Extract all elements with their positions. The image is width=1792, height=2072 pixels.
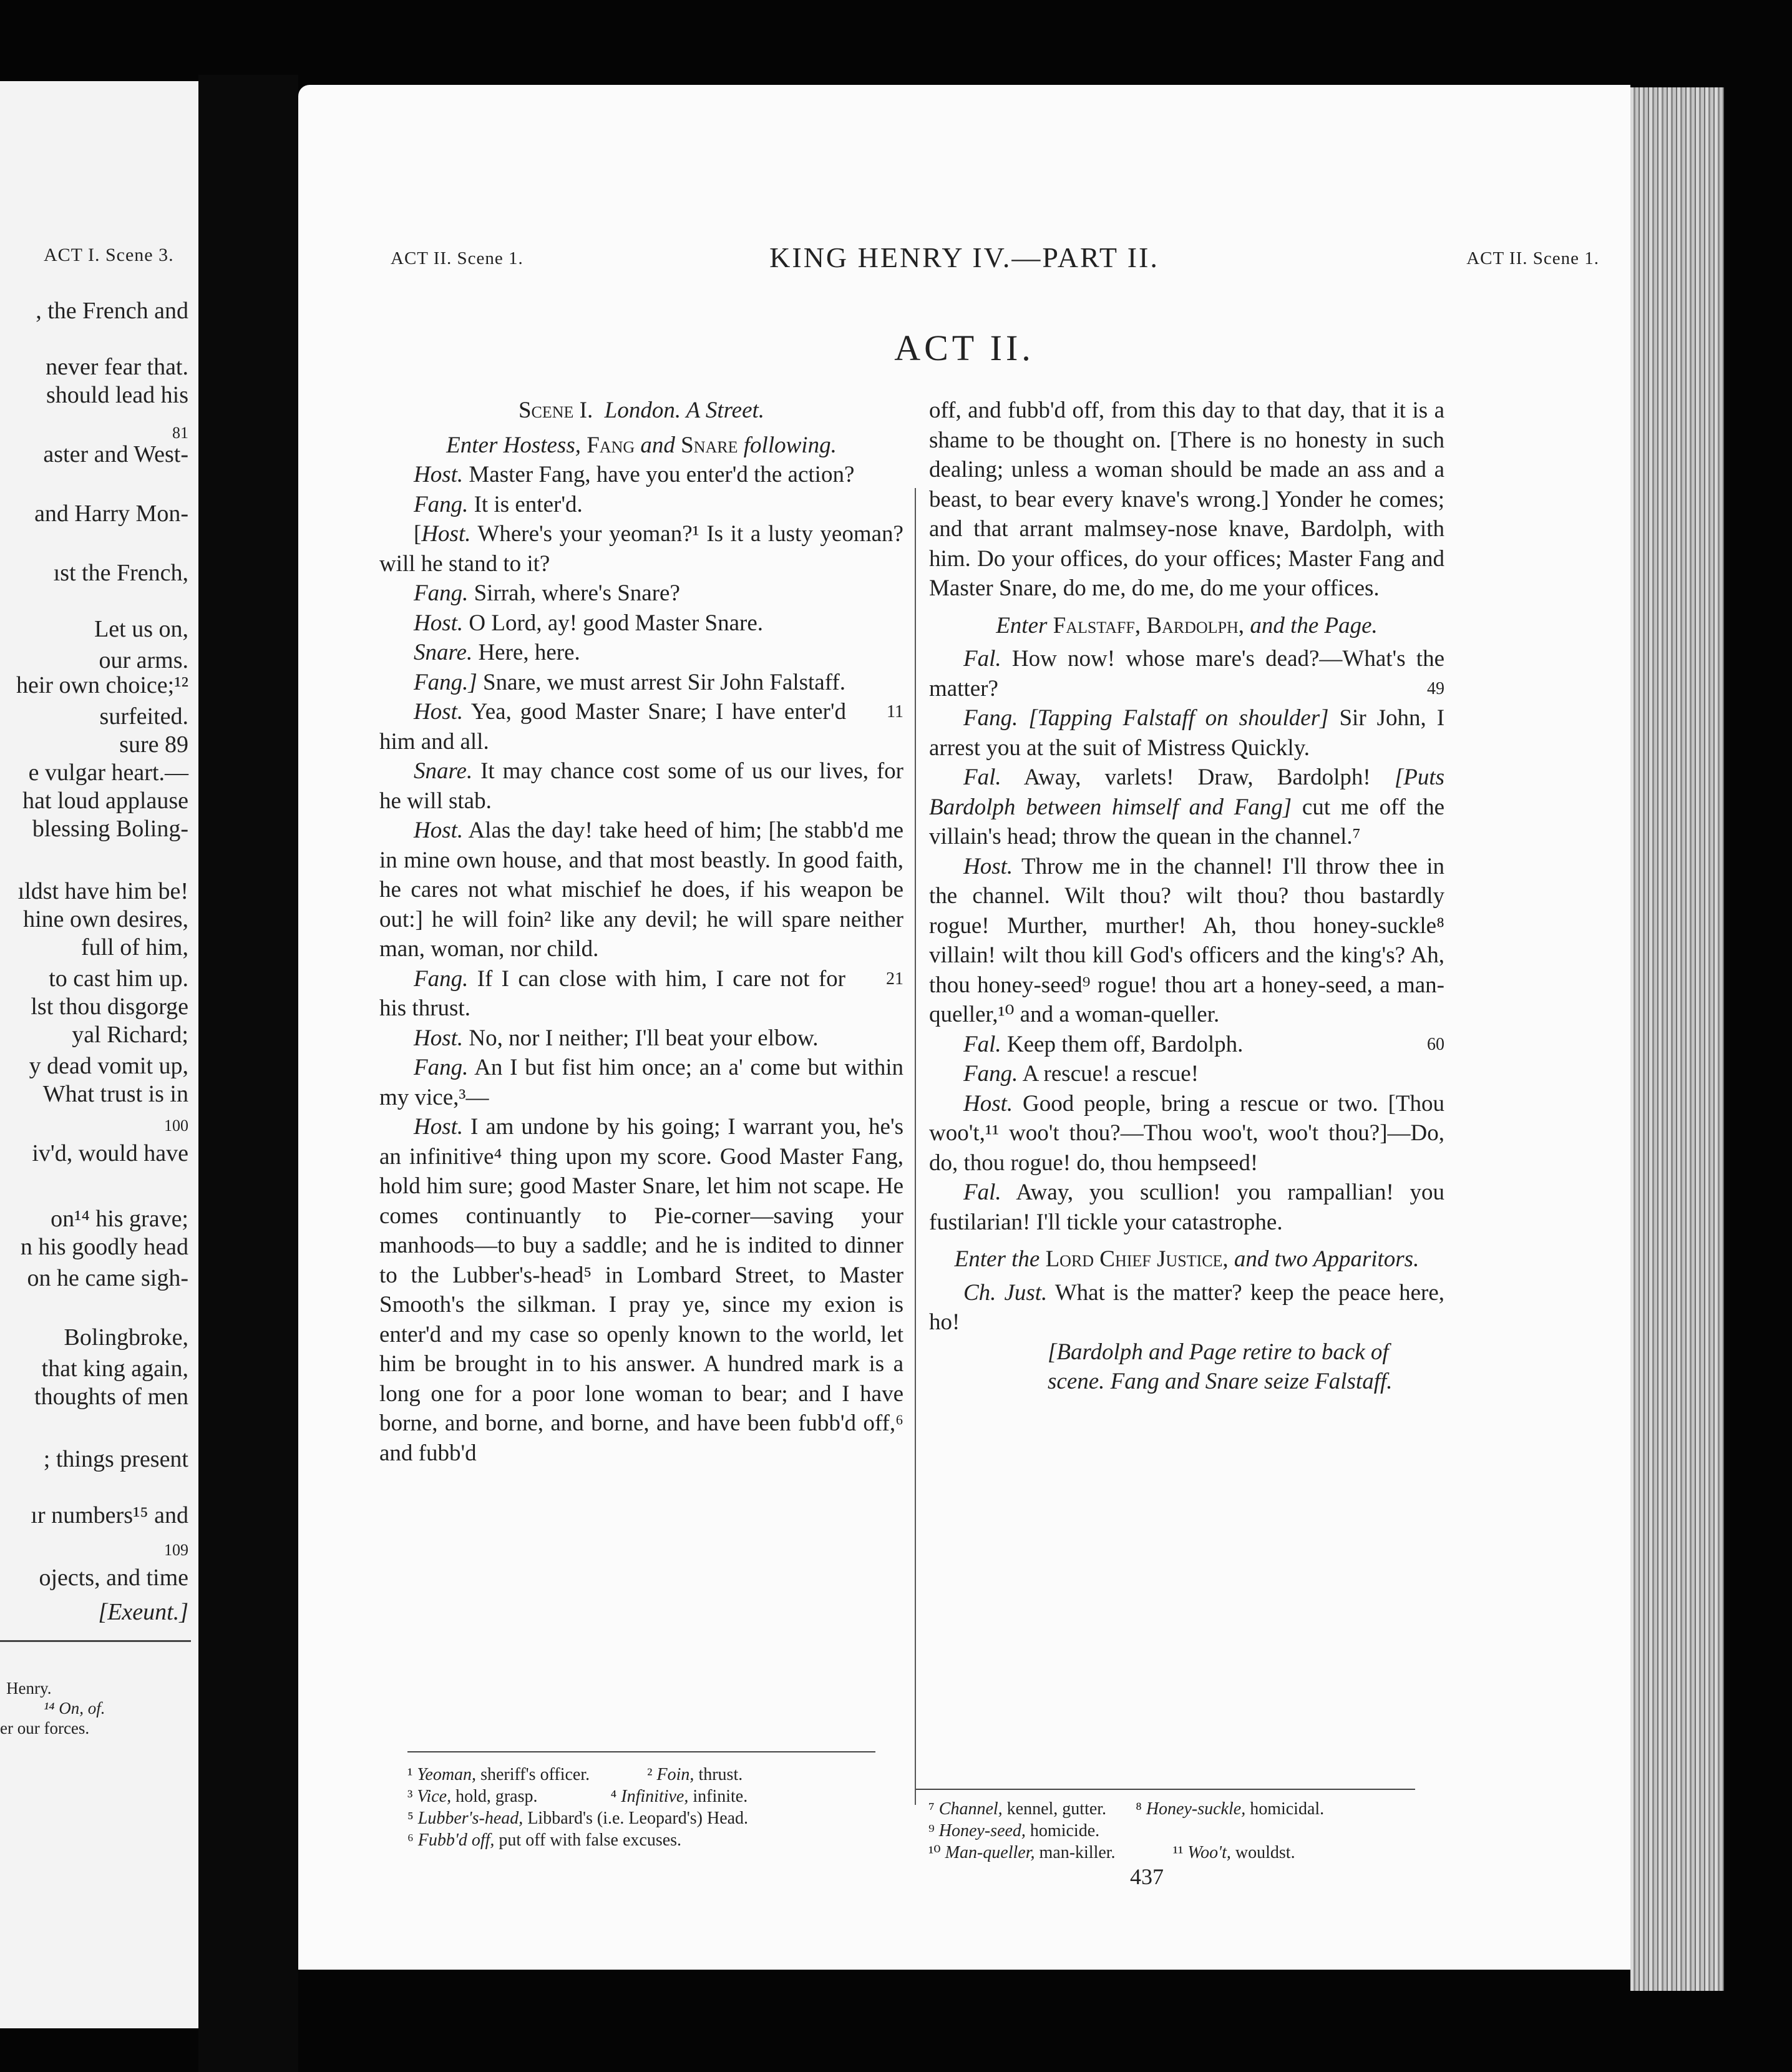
running-title: KING HENRY IV.—PART II. xyxy=(769,242,1159,273)
previous-page-line: should lead his xyxy=(46,382,188,408)
book-gutter xyxy=(198,75,298,2072)
previous-page-line: What trust is in xyxy=(42,1081,188,1107)
footnote-row: ³ Vice, hold, grasp. ⁴ Infinitive, infinite. xyxy=(407,1787,748,1806)
scene-heading: Scene I. London. A Street. xyxy=(518,398,765,423)
previous-footnote: er our forces. xyxy=(0,1719,90,1737)
footnote-row: ⁹ Honey-seed, homicide. xyxy=(928,1821,1100,1840)
previous-page-line: ojects, and time xyxy=(39,1565,188,1591)
previous-page-line: thoughts of men xyxy=(34,1384,188,1410)
column-divider xyxy=(915,488,916,1805)
speech: Fal. How now! whose mare's dead?—What's the matter? 49 xyxy=(929,644,1444,703)
footnote-row: ¹ Yeoman, sheriff's officer. ² Foin, thrust. xyxy=(407,1765,743,1784)
line-number: 11 xyxy=(887,702,903,721)
speech: Host. Master Fang, have you enter'd the action? xyxy=(414,462,855,487)
speech: Host. Alas the day! take heed of him; [he stabb'd me in mine own house, and that most beastly. In good faith, he cares not what mischief he does, if his weapon be out:] he will foin² like any devil; he will spare neither man, woman, nor child. xyxy=(379,818,903,962)
text-column-right xyxy=(929,396,1444,1397)
footnote-rule-right xyxy=(916,1789,1415,1790)
previous-page-line: ; things present xyxy=(43,1446,188,1472)
previous-page-line: e vulgar heart.— xyxy=(28,760,188,786)
footnote-row: ⁵ Lubber's-head, Libbard's (i.e. Leopard's) Head. xyxy=(407,1809,749,1828)
previous-page-line: to cast him up. xyxy=(49,965,188,992)
previous-page-line: hat loud applause xyxy=(22,788,188,814)
footnotes-left xyxy=(407,1764,748,1851)
previous-page-line: sure 89 xyxy=(119,731,188,758)
previous-page-line: surfeited. xyxy=(99,703,188,730)
previous-page-line: ır numbers¹⁵ and xyxy=(31,1502,188,1528)
stage-direction: Enter Hostess, Fang and Snare following. xyxy=(446,432,837,458)
previous-page-line: iv'd, would have xyxy=(32,1140,188,1166)
previous-footnote: ¹⁴ On, of. xyxy=(44,1699,105,1718)
speech: 11 Host. Yea, good Master Snare; I have enter'd him and all. xyxy=(379,697,903,756)
speech: [Host. Where's your yeoman?¹ Is it a lusty yeoman? will he stand to it? xyxy=(379,521,903,577)
previous-page-line: y dead vomit up, xyxy=(29,1053,188,1079)
previous-page-line: that king again, xyxy=(41,1356,188,1382)
previous-page-line: on¹⁴ his grave; xyxy=(51,1206,188,1232)
previous-page-line: yal Richard; xyxy=(72,1022,188,1048)
previous-page-line: 81 xyxy=(172,424,188,442)
speech: Host. No, nor I neither; I'll beat your elbow. xyxy=(414,1025,819,1051)
stage-direction: Enter Falstaff, Bardolph, and the Page. xyxy=(996,612,1378,638)
previous-page-line: ıldst have him be! xyxy=(17,878,188,904)
running-header-right: ACT II. Scene 1. xyxy=(1466,248,1599,268)
speech: 21 Fang. If I can close with him, I care not for his thrust. xyxy=(379,964,903,1024)
speech: Host. Throw me in the channel! I'll throw thee in the channel. Wilt thou? wilt thou? thou bastardly rogue! Murther, murther! Ah, thou honey-suckle⁸ villain! wilt thou kill God's officers and the king's? Ah, thou honey-seed⁹ rogue! thou art a honey-seed, a man-queller,¹⁰ and a woman-queller. xyxy=(929,853,1444,1027)
previous-page-line: Let us on, xyxy=(94,616,188,642)
previous-page-line: Bolingbroke, xyxy=(64,1324,188,1351)
previous-page-line: blessing Boling- xyxy=(32,816,188,842)
previous-page-footnote-rule xyxy=(0,1640,191,1642)
footnotes-right xyxy=(928,1798,1324,1864)
previous-page-header: ACT I. Scene 3. xyxy=(44,245,174,265)
speech: Host. I am undone by his going; I warrant you, he's an infinitive⁴ thing upon my score. Good Master Fang, hold him sure; good Master Snare, let him not scape. He comes continuantly to Pie-corner—saving your manhoods—to buy a saddle; and he is indited to dinner to the Lubber's-head⁵ in Lombard Street, to Master Smooth's the silkman. I pray ye, since my exion is enter'd and my case so openly known to the world, let him be brought in to his answer. A hundred mark is a long one for a poor lone woman to bear; and I have borne, and borne, and borne, and have been fubb'd off,⁶ and fubb'd xyxy=(379,1114,904,1466)
running-header-left: ACT II. Scene 1. xyxy=(391,248,523,268)
speech: Host. Good people, bring a rescue or two. [Thou woo't,¹¹ woo't thou?—Thou woo't, woo't thou?]—Do, do, thou rogue! do, thou hempseed! xyxy=(929,1090,1444,1176)
text-column-left xyxy=(379,396,903,1468)
speech: Fang. An I but fist him once; an a' come but within my vice,³— xyxy=(379,1055,903,1110)
previous-page-line: heir own choice;¹² xyxy=(16,672,188,698)
page-number: 437 xyxy=(1130,1864,1164,1889)
line-number: 21 xyxy=(886,969,903,989)
previous-page-line: lst thou disgorge xyxy=(31,994,188,1020)
previous-page-line: 100 xyxy=(164,1117,188,1135)
speech: Fal. Away, varlets! Draw, Bardolph! [Puts Bardolph between himself and Fang] cut me off the villain's head; throw the quean in the channel.⁷ xyxy=(929,765,1445,849)
line-number: 60 xyxy=(1427,1034,1444,1054)
line-number: 49 xyxy=(1427,678,1444,698)
footnote-row: ¹⁰ Man-queller, man-killer. ¹¹ Woo't, wouldst. xyxy=(928,1843,1295,1862)
speech: Snare. Here, here. xyxy=(414,640,580,665)
footnote-rule-left xyxy=(407,1751,875,1752)
previous-page-line: ıst the French, xyxy=(53,560,188,586)
speech-continued: off, and fubb'd off, from this day to that day, that it is a shame to be thought on. [There is no honesty in such dealing; unless a woman should be made an ass and a beast, to bear every knave's wrong.] Yonder he comes; and that arrant malmsey-nose knave, Bardolph, with him. Do your offices, do your offices; Master Fang and Master Snare, do me, do me, do me your offices. xyxy=(929,398,1444,601)
speech: Fang.] Snare, we must arrest Sir John Falstaff. xyxy=(414,669,845,695)
previous-page-line: on he came sigh- xyxy=(27,1265,188,1291)
speech: Fal. Keep them off, Bardolph. 60 xyxy=(929,1030,1444,1060)
footnote-row: ⁶ Fubb'd off, put off with false excuses. xyxy=(407,1830,682,1850)
speech: Fal. Away, you scullion! you rampallian! you fustilarian! I'll tickle your catastrophe. xyxy=(929,1180,1444,1235)
speech: Fang. [Tapping Falstaff on shoulder] Sir John, I arrest you at the suit of Mistress Quickly. xyxy=(929,705,1445,761)
previous-page-line: 109 xyxy=(164,1541,188,1559)
previous-page xyxy=(0,81,198,2028)
previous-page-line: n his goodly head xyxy=(20,1234,188,1260)
stage-direction: [Bardolph and Page retire to back of scene. Fang and Snare seize Falstaff. xyxy=(1048,1339,1393,1394)
book-page xyxy=(298,85,1630,1970)
previous-page-line: and Harry Mon- xyxy=(34,501,188,527)
previous-footnote: Henry. xyxy=(6,1679,52,1698)
act-heading: ACT II. xyxy=(894,328,1035,368)
speech: Fang. It is enter'd. xyxy=(414,491,583,517)
footnote-row: ⁷ Channel, kennel, gutter. ⁸ Honey-suckle, homicidal. xyxy=(928,1799,1325,1819)
previous-page-line: never fear that. xyxy=(46,354,188,380)
previous-page-line: our arms. xyxy=(99,647,188,673)
previous-page-line: full of him, xyxy=(80,934,188,960)
previous-page-line: , the French and xyxy=(36,298,188,324)
speech: Fang. Sirrah, where's Snare? xyxy=(414,580,680,606)
stage-direction: Enter the Lord Chief Justice, and two Apparitors. xyxy=(954,1246,1419,1272)
previous-page-line: aster and West- xyxy=(43,441,188,467)
speech: Fang. A rescue! a rescue! xyxy=(963,1061,1199,1087)
speech: Snare. It may chance cost some of us our lives, for he will stab. xyxy=(379,758,904,814)
speech: Ch. Just. What is the matter? keep the peace here, ho! xyxy=(929,1279,1444,1335)
previous-page-line: [Exeunt.] xyxy=(98,1599,188,1625)
previous-page-line: hine own desires, xyxy=(23,906,188,932)
speech: Host. O Lord, ay! good Master Snare. xyxy=(414,610,764,636)
page-edges xyxy=(1630,87,1724,1991)
